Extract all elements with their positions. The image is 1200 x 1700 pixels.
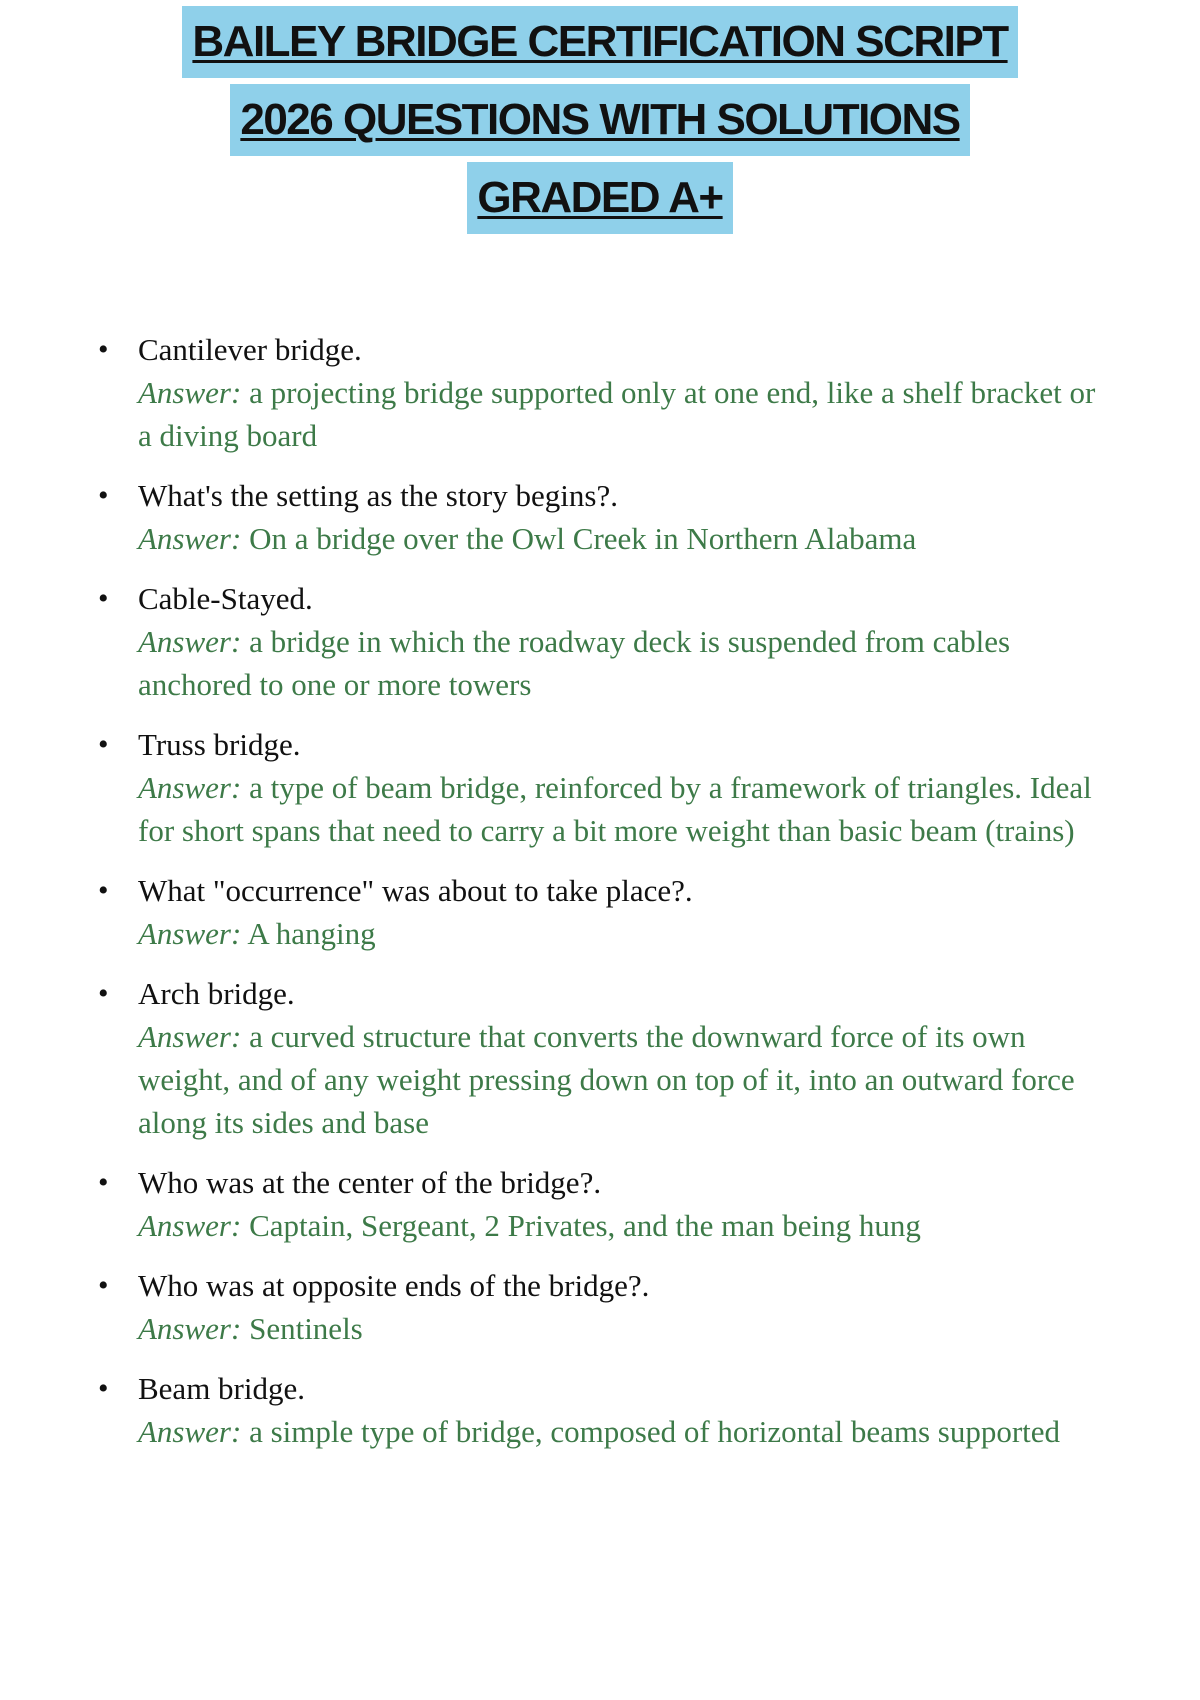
bullet-icon: • — [98, 479, 109, 512]
answer-text — [138, 1307, 1100, 1350]
answer-text — [138, 1410, 1100, 1453]
question-text: Truss bridge. — [138, 727, 301, 762]
title-line-1: BAILEY BRIDGE CERTIFICATION SCRIPT — [182, 6, 1017, 78]
answer-text — [138, 1015, 1100, 1144]
bullet-icon: • — [98, 582, 109, 615]
title-line-3: GRADED A+ — [467, 162, 732, 234]
answer-text — [138, 517, 1100, 560]
bullet-icon: • — [98, 728, 109, 761]
answer-text — [138, 766, 1100, 852]
answer-text — [138, 620, 1100, 706]
question-text: What "occurrence" was about to take place?. — [138, 873, 693, 908]
answer-label: Answer: — [138, 1208, 242, 1243]
qa-item — [0, 577, 1200, 706]
bullet-icon: • — [98, 1269, 109, 1302]
answer-value: Sentinels — [249, 1311, 363, 1346]
question-text: Cable-Stayed. — [138, 581, 313, 616]
question-text: Cantilever bridge. — [138, 332, 362, 367]
question-text: Who was at the center of the bridge?. — [138, 1165, 602, 1200]
answer-value: a bridge in which the roadway deck is suspended from cables anchored to one or more towers — [138, 624, 1011, 702]
qa-list — [0, 328, 1200, 1470]
bullet-icon: • — [98, 977, 109, 1010]
qa-item — [0, 1367, 1200, 1453]
qa-item — [0, 972, 1200, 1144]
answer-label: Answer: — [138, 375, 242, 410]
question-text: Arch bridge. — [138, 976, 295, 1011]
answer-text — [138, 371, 1100, 457]
answer-value: a simple type of bridge, composed of horizontal beams supported — [249, 1414, 1061, 1449]
qa-item — [0, 328, 1200, 457]
bullet-icon: • — [98, 333, 109, 366]
answer-label: Answer: — [138, 770, 242, 805]
answer-text — [138, 912, 1100, 955]
title-line-2: 2026 QUESTIONS WITH SOLUTIONS — [230, 84, 969, 156]
bullet-icon: • — [98, 1166, 109, 1199]
bullet-icon: • — [98, 1372, 109, 1405]
answer-label: Answer: — [138, 1414, 242, 1449]
question-text: What's the setting as the story begins?. — [138, 478, 618, 513]
answer-value: A hanging — [247, 916, 376, 951]
qa-item — [0, 869, 1200, 955]
qa-item — [0, 474, 1200, 560]
answer-value: On a bridge over the Owl Creek in Northern Alabama — [249, 521, 917, 556]
answer-label: Answer: — [138, 624, 242, 659]
qa-item — [0, 723, 1200, 852]
question-text: Beam bridge. — [138, 1371, 306, 1406]
answer-text — [138, 1204, 1100, 1247]
qa-item — [0, 1161, 1200, 1247]
answer-value: a projecting bridge supported only at one end, like a shelf bracket or a diving board — [138, 375, 1096, 453]
qa-item — [0, 1264, 1200, 1350]
bullet-icon: • — [98, 874, 109, 907]
answer-label: Answer: — [138, 916, 242, 951]
answer-label: Answer: — [138, 1311, 242, 1346]
document-title — [0, 6, 1200, 240]
question-text: Who was at opposite ends of the bridge?. — [138, 1268, 650, 1303]
answer-label: Answer: — [138, 1019, 242, 1054]
answer-value: Captain, Sergeant, 2 Privates, and the man being hung — [249, 1208, 921, 1243]
answer-value: a curved structure that converts the downward force of its own weight, and of any weight pressing down on top of it, into an outward force along its sides and base — [138, 1019, 1075, 1140]
answer-value: a type of beam bridge, reinforced by a framework of triangles. Ideal for short spans that need to carry a bit more weight than basic beam (trains) — [138, 770, 1092, 848]
answer-label: Answer: — [138, 521, 242, 556]
